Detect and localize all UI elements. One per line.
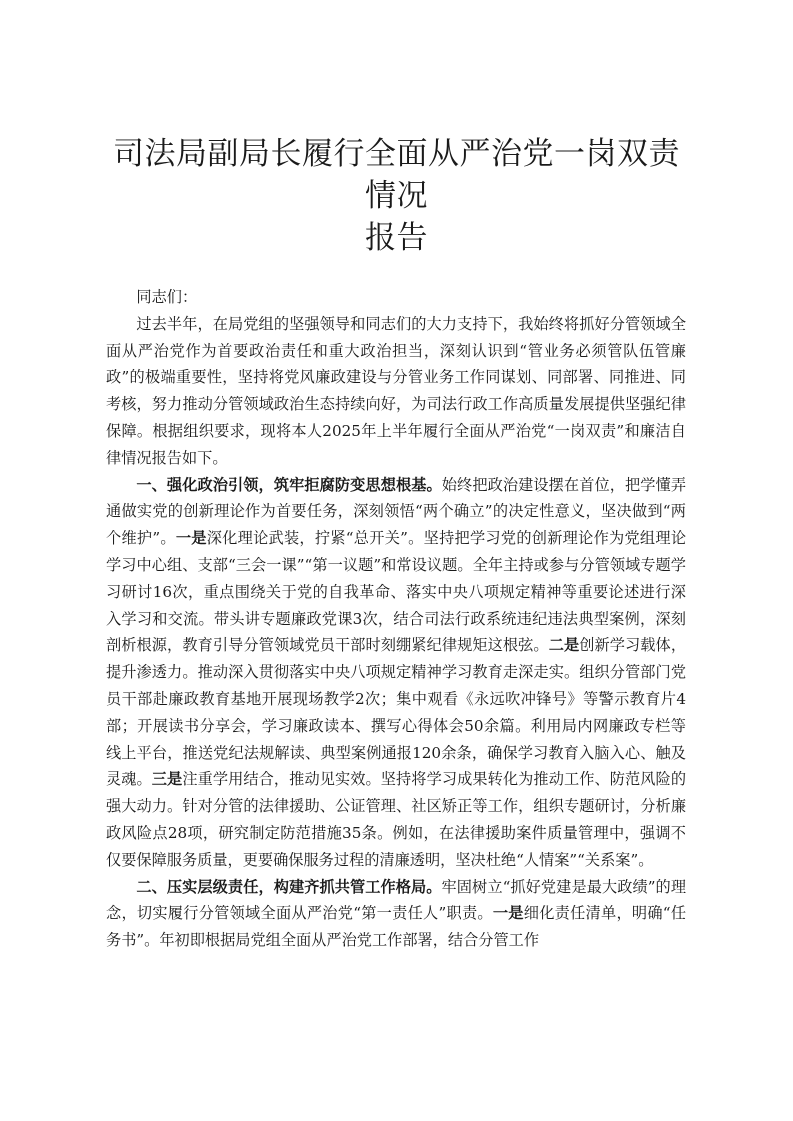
section-1-heading: 一、强化政治引领，筑牢拒腐防变思想根基。 [136,475,442,494]
section-2-point-1-label: 一是 [492,904,524,923]
section-1-text-d: 注重学用结合，推动见实效。坚持将学习成果转化为推动工作、防范风险的强大动力。针对分管的法律援助、公证管理、社区矫正等工作，组织专题研讨，分析廉政风险点28项，研究制定防范措施35条。例如，在法律援助案件质量管理中，强调不仅要保障服务质量，更要确保服务过程的清廉透明，坚决杜绝“人情案”“关系案”。 [106,770,687,869]
section-2-text-a: 牢固树立“抓好党建是最大政绩”的理念，切实履行分管领域全面从严治党“第一责任人”职责。 [106,877,687,923]
section-1-point-2-label: 二是 [548,636,580,655]
section-1-point-1-label: 一是 [175,529,207,548]
title-line-1: 司法局副局长履行全面从严治党一岗双责情况 [113,136,680,214]
section-2-text-b: 细化责任清单，明确“任务书”。年初即根据局党组全面从严治党工作部署，结合分管工作 [106,904,687,950]
section-1-point-3-label: 三是 [151,770,183,789]
document-body [106,284,686,954]
section-1-text-a: 始终把政治建设摆在首位，把学懂弄通做实党的创新理论作为首要任务，深刻领悟“两个确立”的决定性意义，坚决做到“两个维护”。 [106,475,687,548]
section-1-text-b: 深化理论武装，拧紧“总开关”。坚持把学习党的创新理论作为党组理论学习中心组、支部“三会一课”“第一议题”和常设议题。全年主持或参与分管领域专题学习研讨16次，重点围绕关于党的自我革命、落实中央八项规定精神等重要论述进行深入学习和交流。带头讲专题廉政党课3次，结合司法行政系统违纪违法典型案例，深刻剖析根源，教育引导分管领域党员干部时刻绷紧纪律规矩这根弦。 [106,529,687,655]
intro-paragraph: 过去半年，在局党组的坚强领导和同志们的大力支持下，我始终将抓好分管领域全面从严治党作为首要政治责任和重大政治担当，深刻认识到“管业务必须管队伍管廉政”的极端重要性，坚持将党风廉政建设与分管业务工作同谋划、同部署、同推进、同考核，努力推动分管领域政治生态持续向好，为司法行政工作高质量发展提供坚强纪律保障。根据组织要求，现将本人2025年上半年履行全面从严治党“一岗双责”和廉洁自律情况报告如下。 [106,314,686,467]
section-1-text-c: 创新学习载体，提升渗透力。推动深入贯彻落实中央八项规定精神学习教育走深走实。组织分管部门党员干部赴廉政教育基地开展现场教学2次；集中观看《永远吹冲锋号》等警示教育片4部；开展读书分享会，学习廉政读本、撰写心得体会50余篇。利用局内网廉政专栏等线上平台，推送党纪法规解读、典型案例通报120余条，确保学习教育入脑入心、触及灵魂。 [106,636,687,789]
salutation: 同志们： [136,288,198,306]
section-2-heading: 二、压实层级责任，构建齐抓共管工作格局。 [136,877,442,896]
section-2-paragraph [106,874,686,954]
title-line-2: 报告 [365,220,428,256]
section-1-paragraph [106,472,686,874]
document-title [100,133,693,259]
